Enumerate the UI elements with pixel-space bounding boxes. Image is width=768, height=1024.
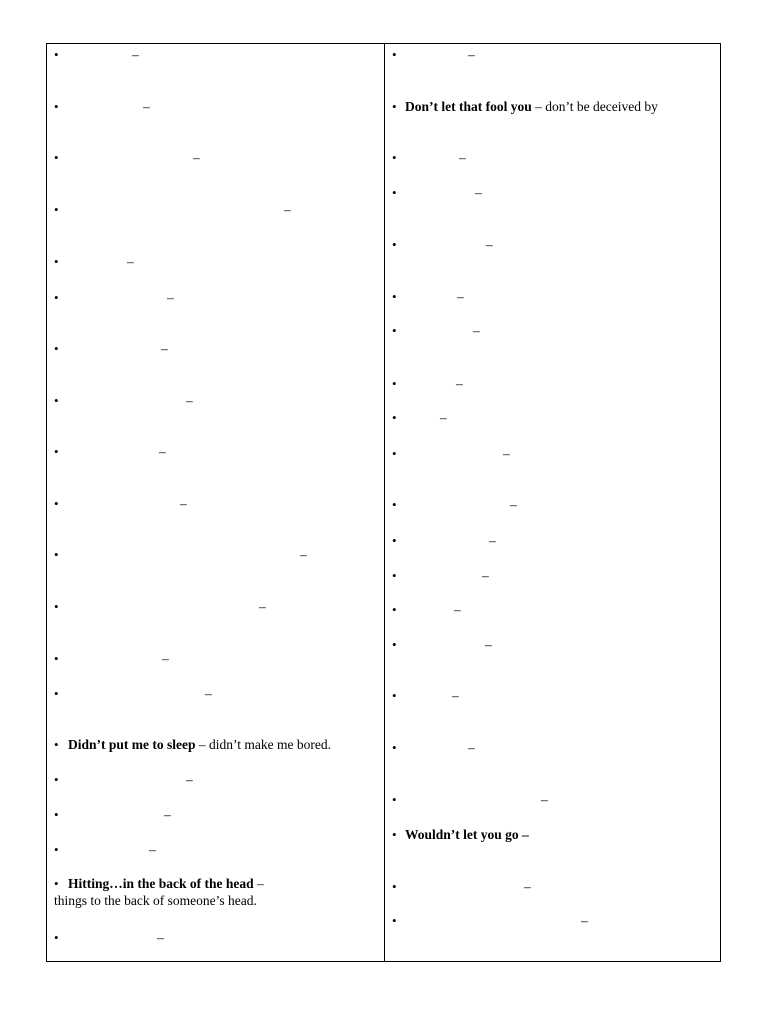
bullet: •: [392, 568, 397, 583]
dash: –: [522, 827, 529, 842]
dash: –: [300, 547, 307, 562]
dash: –: [284, 202, 291, 217]
bullet: •: [392, 637, 397, 652]
dash: –: [486, 237, 493, 252]
bullet: •: [392, 533, 397, 548]
bullet: •: [54, 547, 59, 562]
bullet: •: [392, 185, 397, 200]
dash: –: [159, 444, 166, 459]
dash: –: [157, 930, 164, 945]
bullet: •: [54, 599, 59, 614]
dash: –: [482, 568, 489, 583]
bullet: •: [392, 602, 397, 617]
dash: –: [454, 602, 461, 617]
vocab-definition: things to the back of someone’s head.: [54, 893, 257, 908]
vocab-entry: [68, 737, 331, 753]
bullet: •: [54, 737, 59, 752]
bullet: •: [54, 202, 59, 217]
dash: –: [468, 47, 475, 62]
bullet: •: [392, 913, 397, 928]
vocab-term: Hitting…in the back of the head: [68, 876, 254, 891]
dash: –: [473, 323, 480, 338]
dash: –: [485, 637, 492, 652]
bullet: •: [392, 323, 397, 338]
dash: –: [541, 792, 548, 807]
vocab-definition: don’t be deceived by: [545, 99, 658, 114]
bullet: •: [54, 496, 59, 511]
dash: –: [503, 446, 510, 461]
bullet: •: [392, 792, 397, 807]
dash: –: [457, 289, 464, 304]
vocab-term-line: [68, 876, 264, 892]
dash: –: [132, 47, 139, 62]
bullet: •: [392, 99, 397, 114]
bullet: •: [54, 99, 59, 114]
bullet: •: [54, 772, 59, 787]
bullet: •: [392, 376, 397, 391]
bullet: •: [54, 393, 59, 408]
dash: –: [198, 737, 206, 752]
dash: –: [180, 496, 187, 511]
bullet: •: [392, 497, 397, 512]
dash: –: [161, 341, 168, 356]
bullet: •: [392, 237, 397, 252]
bullet: •: [54, 444, 59, 459]
dash: –: [257, 876, 264, 891]
dash: –: [440, 410, 447, 425]
bullet: •: [392, 827, 397, 842]
bullet: •: [54, 47, 59, 62]
bullet: •: [392, 47, 397, 62]
dash: –: [468, 740, 475, 755]
dash: –: [475, 185, 482, 200]
bullet: •: [392, 740, 397, 755]
vocab-entry: [405, 99, 658, 115]
bullet: •: [54, 876, 59, 891]
dash: –: [205, 686, 212, 701]
vocabulary-table: [46, 43, 721, 962]
dash: –: [581, 913, 588, 928]
bullet: •: [54, 651, 59, 666]
dash: –: [143, 99, 150, 114]
bullet: •: [54, 150, 59, 165]
bullet: •: [392, 289, 397, 304]
bullet: •: [54, 341, 59, 356]
dash: –: [510, 497, 517, 512]
bullet: •: [54, 686, 59, 701]
bullet: •: [54, 842, 59, 857]
dash: –: [259, 599, 266, 614]
dash: –: [489, 533, 496, 548]
bullet: •: [392, 446, 397, 461]
bullet: •: [54, 930, 59, 945]
dash: –: [193, 150, 200, 165]
dash: –: [452, 688, 459, 703]
dash: –: [524, 879, 531, 894]
bullet: •: [54, 254, 59, 269]
bullet: •: [54, 807, 59, 822]
bullet: •: [54, 290, 59, 305]
bullet: •: [392, 410, 397, 425]
vocab-term: Didn’t put me to sleep: [68, 737, 196, 752]
dash: –: [535, 99, 542, 114]
dash: –: [167, 290, 174, 305]
bullet: •: [392, 150, 397, 165]
dash: –: [186, 772, 193, 787]
vocab-definition: didn’t make me bored.: [209, 737, 331, 752]
bullet: •: [392, 688, 397, 703]
bullet: •: [392, 879, 397, 894]
dash: –: [456, 376, 463, 391]
dash: –: [186, 393, 193, 408]
dash: –: [459, 150, 466, 165]
vocab-entry: [405, 827, 529, 843]
dash: –: [164, 807, 171, 822]
dash: –: [127, 254, 134, 269]
vocab-term: Wouldn’t let you go: [405, 827, 519, 842]
column-divider: [384, 44, 385, 961]
dash: –: [162, 651, 169, 666]
vocab-term: Don’t let that fool you: [405, 99, 532, 114]
dash: –: [149, 842, 156, 857]
